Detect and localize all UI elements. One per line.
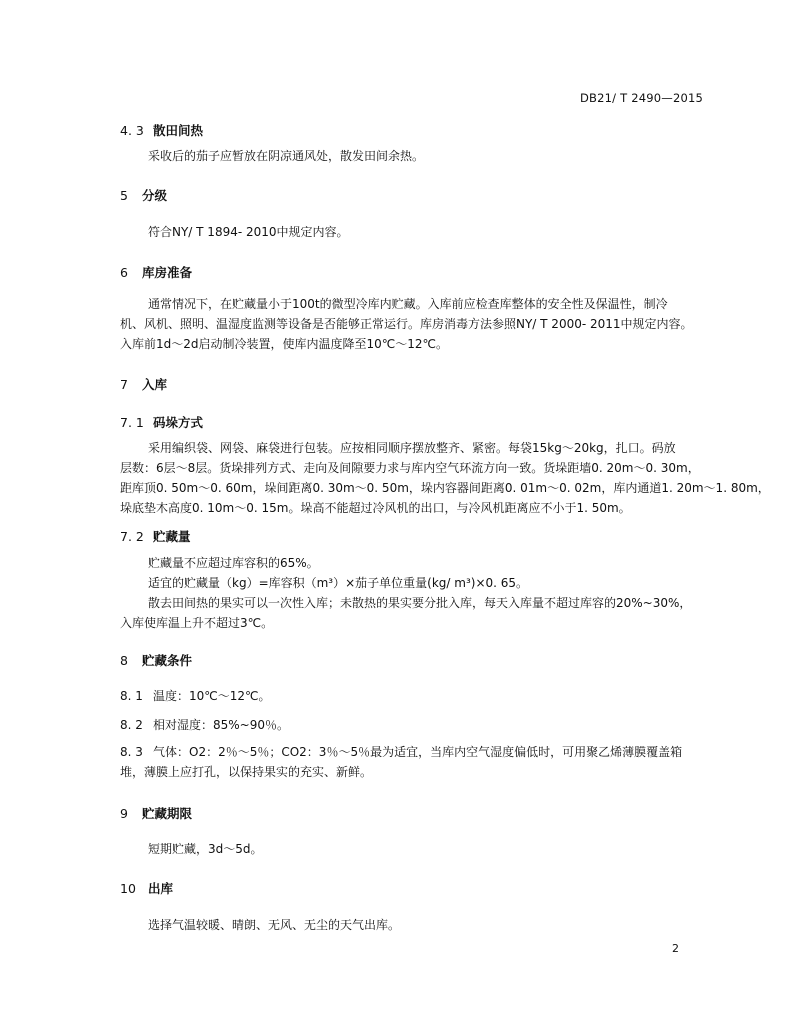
heading-title: 库房准备 (142, 265, 193, 280)
heading-title: 贮藏条件 (142, 653, 193, 668)
text-line (120, 742, 690, 762)
paragraph-10: 选择气温较暖、晴朗、无风、无尘的天气出库。 (148, 918, 401, 932)
heading-title: 码垛方式 (153, 415, 204, 430)
standard-code: DB21/ T 2490—2015 (580, 91, 704, 105)
heading-7-1 (120, 413, 203, 431)
clause-text: 相对湿度：85%~90％。 (153, 718, 289, 732)
text-line: 通常情况下，在贮藏量小于100t的微型冷库内贮藏。入库前应检查库整体的安全性及保温性，制冷 (148, 297, 668, 311)
clause-text: 温度：10℃～12℃。 (153, 689, 271, 703)
paragraph-6 (120, 294, 693, 354)
heading-title: 出库 (148, 881, 174, 896)
heading-title: 分级 (142, 188, 168, 203)
heading-number: 7. 1 (120, 415, 144, 430)
text-line: 采用编织袋、网袋、麻袋进行包装。应按相同顺序摆放整齐、紧密。每袋15kg～20kg，扎口。码放 (148, 441, 676, 455)
paragraph-7-2 (120, 553, 690, 633)
heading-number: 9 (120, 806, 128, 821)
heading-number: 5 (120, 188, 128, 203)
heading-6 (120, 263, 192, 281)
clause-number: 8. 1 (120, 689, 143, 703)
heading-number: 10 (120, 881, 136, 896)
text-line: 适宜的贮藏量（kg）=库容积（m³）×茄子单位重量(kg/ m³)×0. 65。 (148, 576, 529, 590)
heading-10 (120, 879, 173, 897)
heading-5 (120, 186, 167, 204)
heading-number: 7. 2 (120, 529, 144, 544)
clause-8-3 (120, 742, 690, 782)
clause-number: 8. 3 (120, 745, 143, 759)
heading-title: 贮藏期限 (142, 806, 193, 821)
heading-7 (120, 375, 167, 393)
paragraph-5: 符合NY/ T 1894- 2010中规定内容。 (148, 225, 349, 239)
heading-number: 8 (120, 653, 128, 668)
heading-7-2 (120, 527, 191, 545)
clause-number: 8. 2 (120, 718, 143, 732)
text-line: 散去田间热的果实可以一次性入库；未散热的果实要分批入库，每天入库量不超过库容的20%~30%， (148, 596, 692, 610)
heading-title: 贮藏量 (153, 529, 191, 544)
text-line: 入库前1d～2d启动制冷装置，使库内温度降至10℃～12℃。 (120, 337, 448, 351)
page-number: 2 (672, 942, 679, 955)
text-line: 入库使库温上升不超过3℃。 (120, 616, 274, 630)
clause-8-2 (120, 716, 289, 733)
text-line: 堆，薄膜上应打孔，以保持果实的充实、新鲜。 (120, 765, 373, 779)
heading-number: 6 (120, 265, 128, 280)
text-line: 距库顶0. 50m～0. 60m，垛间距离0. 30m～0. 50m，垛内容器间距离0. 01m～0. 02m，库内通道1. 20m～1. 80m， (120, 481, 770, 495)
heading-9 (120, 804, 192, 822)
paragraph-7-1 (120, 438, 770, 518)
heading-title: 入库 (142, 377, 168, 392)
clause-text: 气体：O2：2％～5％；CO2：3％～5％最为适宜，当库内空气湿度偏低时，可用聚乙烯薄膜覆盖箱 (153, 745, 683, 759)
text-line: 层数：6层～8层。货垛排列方式、走向及间隙要力求与库内空气环流方向一致。货垛距墙0. 20m～0. 30m， (120, 461, 700, 475)
heading-title: 散田间热 (153, 123, 204, 138)
clause-8-1 (120, 687, 271, 704)
text-line: 机、风机、照明、温湿度监测等设备是否能够正常运行。库房消毒方法参照NY/ T 2000- 2011中规定内容。 (120, 317, 693, 331)
text-line: 贮藏量不应超过库容积的65%。 (148, 556, 319, 570)
heading-number: 7 (120, 377, 128, 392)
heading-number: 4. 3 (120, 123, 144, 138)
paragraph-9: 短期贮藏，3d～5d。 (148, 842, 263, 856)
text-line: 垛底垫木高度0. 10m～0. 15m。垛高不能超过冷风机的出口，与冷风机距离应不小于1. 50m。 (120, 501, 631, 515)
heading-4-3 (120, 121, 203, 139)
heading-8 (120, 651, 192, 669)
paragraph-4-3: 采收后的茄子应暂放在阴凉通风处，散发田间余热。 (148, 149, 425, 163)
